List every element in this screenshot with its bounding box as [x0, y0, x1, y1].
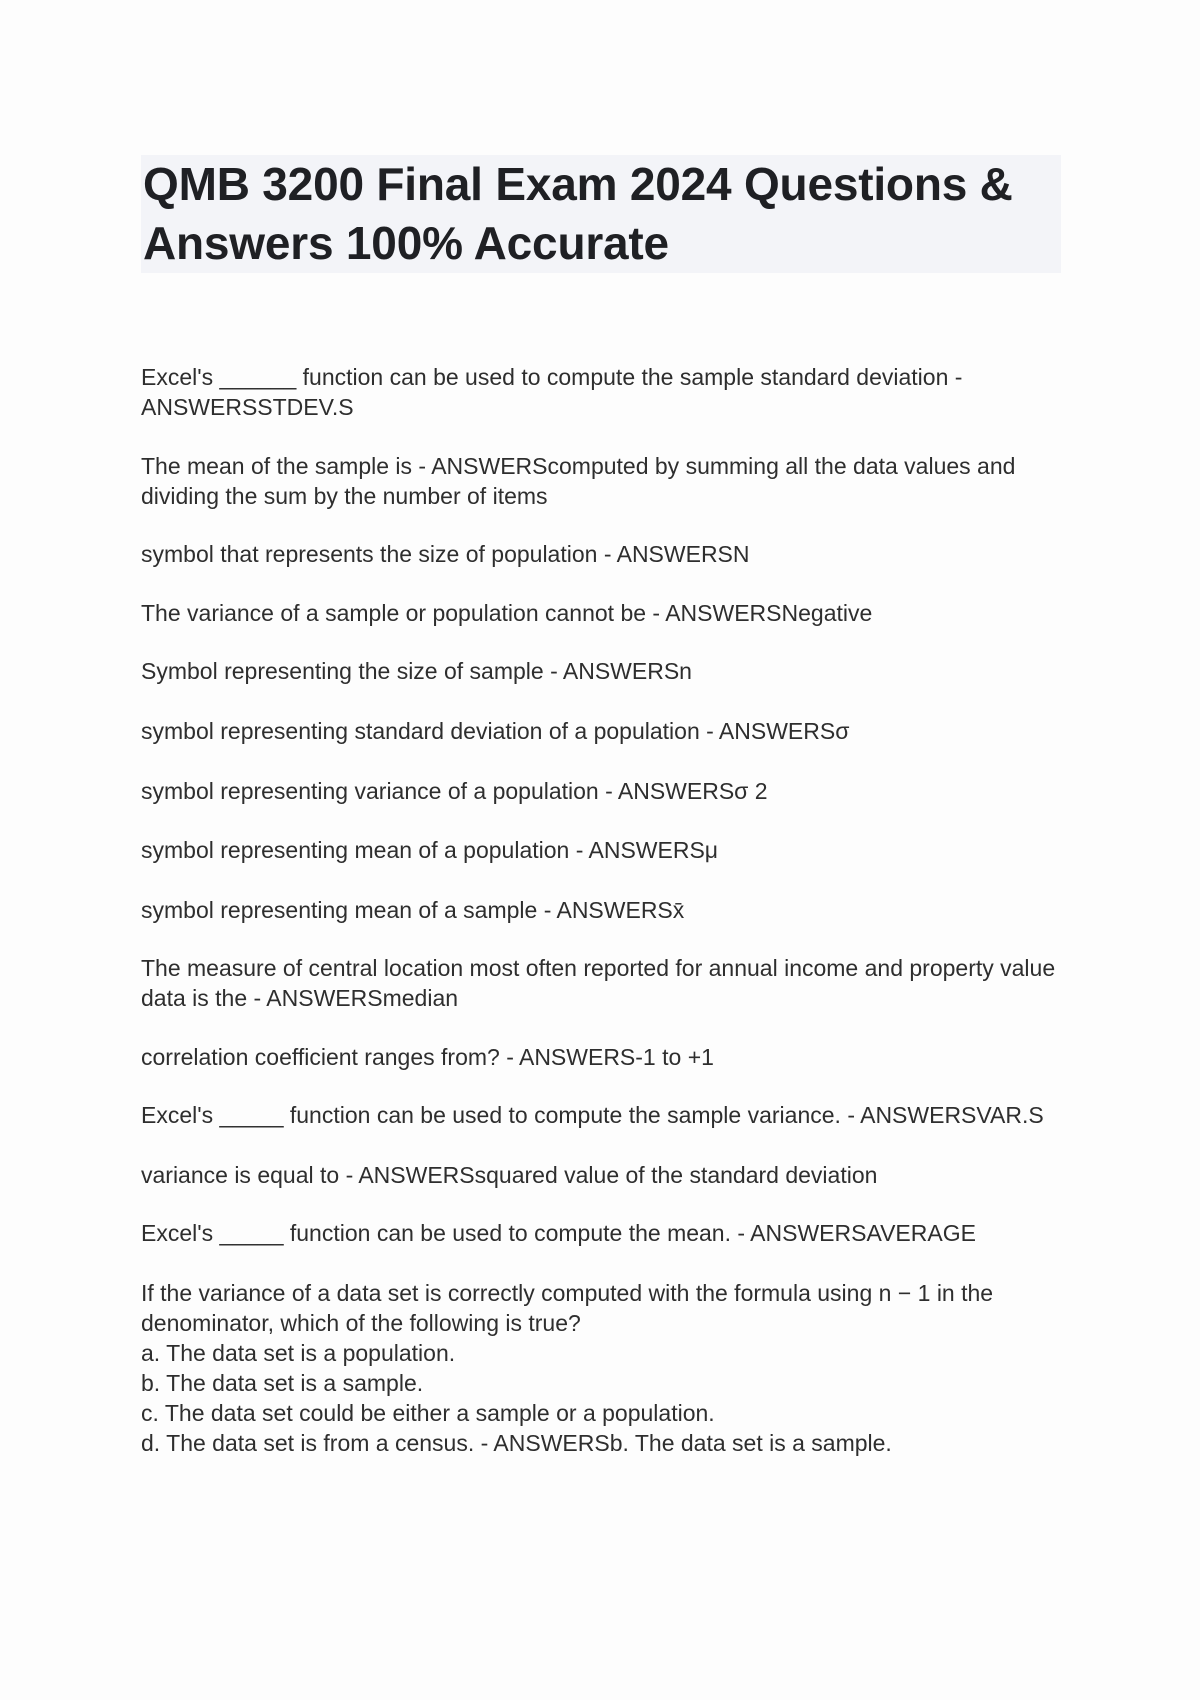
qa-item: Excel's ______ function can be used to compute the sample standard deviation - ANSWERSSTDEV.S [141, 364, 968, 420]
qa-item: symbol representing variance of a population - ANSWERSσ 2 [141, 778, 768, 804]
option-d: d. The data set is from a census. - ANSWERSb. The data set is a sample. [141, 1430, 892, 1456]
option-a: a. The data set is a population. [141, 1340, 456, 1366]
qa-item: Excel's _____ function can be used to compute the sample variance. - ANSWERSVAR.S [141, 1102, 1044, 1128]
qa-item: correlation coefficient ranges from? - ANSWERS-1 to +1 [141, 1044, 714, 1070]
qa-item: symbol representing standard deviation of a population - ANSWERSσ [141, 718, 850, 744]
question-stem: If the variance of a data set is correctly computed with the formula using n − 1 in the denominator, which of the following is true? [141, 1280, 1000, 1336]
qa-item: symbol that represents the size of population - ANSWERSN [141, 541, 750, 567]
title-block [141, 155, 1061, 273]
option-c: c. The data set could be either a sample or a population. [141, 1400, 715, 1426]
qa-item: symbol representing mean of a sample - ANSWERSx̄ [141, 897, 685, 923]
document-title: QMB 3200 Final Exam 2024 Questions & Answers 100% Accurate [143, 158, 1013, 269]
option-b: b. The data set is a sample. [141, 1370, 424, 1396]
qa-item: Excel's _____ function can be used to compute the mean. - ANSWERSAVERAGE [141, 1220, 976, 1246]
qa-list [141, 362, 1061, 1458]
qa-item: The variance of a sample or population cannot be - ANSWERSNegative [141, 600, 873, 626]
qa-item: variance is equal to - ANSWERSsquared value of the standard deviation [141, 1162, 878, 1188]
multiple-choice-question [141, 1278, 1061, 1458]
qa-item: Symbol representing the size of sample - ANSWERSn [141, 658, 692, 684]
qa-item: The measure of central location most often reported for annual income and property value data is the - ANSWERSmedian [141, 955, 1062, 1011]
qa-item: The mean of the sample is - ANSWERScomputed by summing all the data values and dividing the sum by the number of items [141, 453, 1022, 509]
qa-item: symbol representing mean of a population - ANSWERSμ [141, 837, 719, 863]
